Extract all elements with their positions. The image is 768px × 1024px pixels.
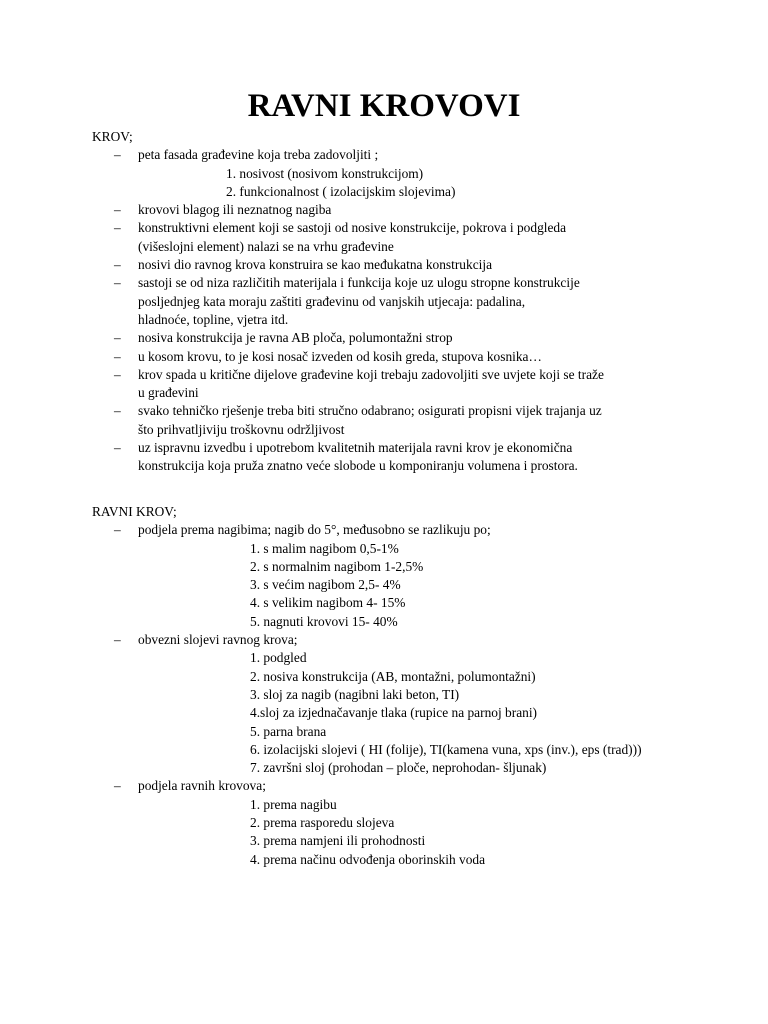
sub-item: 2. funkcionalnost ( izolacijskim slojevima)	[226, 183, 456, 199]
section-heading: RAVNI KROV;	[92, 504, 177, 519]
bullet-text-continued: konstrukcija koja pruža znatno veće slobode u komponiranju volumena i prostora.	[138, 458, 578, 474]
sub-list	[138, 796, 692, 869]
sub-item: 1. podgled	[250, 650, 307, 666]
sub-item: 2. s normalnim nagibom 1-2,5%	[250, 558, 424, 574]
list-item	[92, 256, 692, 274]
bullet-text-continued: (višeslojni element) nalazi se na vrhu građevine	[138, 238, 394, 254]
bullet-text-continued: što prihvatljiviju troškovnu održljivost	[138, 421, 345, 437]
sub-item: 6. izolacijski slojevi ( HI (folije), TI(kamena vuna, xps (inv.), eps (trad)))	[250, 741, 642, 757]
list-item	[92, 329, 692, 347]
bullet-text: konstruktivni element koji se sastoji od nosive konstrukcije, pokrova i podgleda	[138, 220, 567, 236]
sub-item: 4. s velikim nagibom 4- 15%	[250, 595, 406, 611]
dash-bullet-icon: –	[114, 440, 121, 456]
sub-item: 7. završni sloj (prohodan – ploče, neprohodan- šljunak)	[250, 760, 547, 776]
list-item	[92, 366, 692, 403]
bullet-text: sastoji se od niza različitih materijala i funkcija koje uz ulogu stropne konstrukcije	[138, 275, 580, 291]
section-heading: KROV;	[92, 129, 133, 144]
bullet-text: svako tehničko rješenje treba biti stručno odabrano; osigurati propisni vijek trajanja uz	[138, 403, 602, 419]
dash-bullet-icon: –	[114, 632, 121, 648]
sub-item: 3. prema namjeni ili prohodnosti	[250, 833, 426, 849]
document-title: RAVNI KROVOVI	[247, 88, 521, 124]
sub-item: 4.sloj za izjednačavanje tlaka (rupice na parnoj brani)	[250, 705, 538, 721]
sub-item: 2. nosiva konstrukcija (AB, montažni, polumontažni)	[250, 668, 536, 684]
sub-item: 4. prema načinu odvođenja oborinskih voda	[250, 851, 486, 867]
bullet-text-continued: u građevini	[138, 385, 199, 401]
sub-item: 1. s malim nagibom 0,5-1%	[250, 540, 399, 556]
bullet-text: uz ispravnu izvedbu i upotrebom kvalitetnih materijala ravni krov je ekonomična	[138, 440, 573, 456]
bullet-text: podjela ravnih krovova;	[138, 778, 266, 794]
sub-item: 2. prema rasporedu slojeva	[250, 815, 395, 831]
sub-item: 5. nagnuti krovovi 15- 40%	[250, 613, 398, 629]
dash-bullet-icon: –	[114, 366, 121, 382]
dash-bullet-icon: –	[114, 257, 121, 273]
dash-bullet-icon: –	[114, 275, 121, 291]
bullet-text: krovovi blagog ili neznatnog nagiba	[138, 202, 332, 218]
bullet-text-continued: hladnoće, topline, vjetra itd.	[138, 311, 289, 327]
dash-bullet-icon: –	[114, 778, 121, 794]
bullet-text: krov spada u kritične dijelove građevine koji trebaju zadovoljiti sve uvjete koji se traže	[138, 366, 604, 382]
sub-item: 3. sloj za nagib (nagibni laki beton, TI)	[250, 686, 460, 702]
bullet-text-continued: posljednjeg kata moraju zaštiti građevinu od vanjskih utjecaja: padalina,	[138, 293, 526, 309]
list-item	[92, 348, 692, 366]
dash-bullet-icon: –	[114, 522, 121, 538]
bullet-list	[92, 521, 692, 869]
dash-bullet-icon: –	[114, 403, 121, 419]
list-item	[92, 219, 692, 256]
bullet-text: podjela prema nagibima; nagib do 5°, međusobno se razlikuju po;	[138, 522, 491, 538]
list-item	[92, 201, 692, 219]
sub-item: 1. prema nagibu	[250, 796, 337, 812]
bullet-text: u kosom krovu, to je kosi nosač izveden od kosih greda, stupova kosnika…	[138, 348, 542, 364]
list-item	[92, 439, 692, 476]
bullet-text: nosivi dio ravnog krova konstruira se kao međukatna konstrukcija	[138, 257, 493, 273]
list-item	[92, 777, 692, 868]
dash-bullet-icon: –	[114, 220, 121, 236]
dash-bullet-icon: –	[114, 147, 121, 163]
list-item	[92, 146, 692, 201]
list-item	[92, 274, 692, 329]
bullet-text: nosiva konstrukcija je ravna AB ploča, polumontažni strop	[138, 330, 453, 346]
dash-bullet-icon: –	[114, 330, 121, 346]
bullet-text: peta fasada građevine koja treba zadovoljiti ;	[138, 147, 379, 163]
list-item	[92, 631, 692, 777]
bullet-list	[92, 146, 692, 475]
section-ravni-krov	[92, 503, 692, 869]
sub-item: 3. s većim nagibom 2,5- 4%	[250, 577, 401, 593]
dash-bullet-icon: –	[114, 202, 121, 218]
list-item	[92, 521, 692, 631]
sub-list	[138, 540, 692, 631]
sub-list	[138, 649, 692, 777]
dash-bullet-icon: –	[114, 348, 121, 364]
section-krov	[92, 128, 692, 476]
sub-item: 5. parna brana	[250, 723, 327, 739]
list-item	[92, 402, 692, 439]
sub-list	[138, 165, 692, 202]
bullet-text: obvezni slojevi ravnog krova;	[138, 632, 298, 648]
sub-item: 1. nosivost (nosivom konstrukcijom)	[226, 165, 424, 181]
